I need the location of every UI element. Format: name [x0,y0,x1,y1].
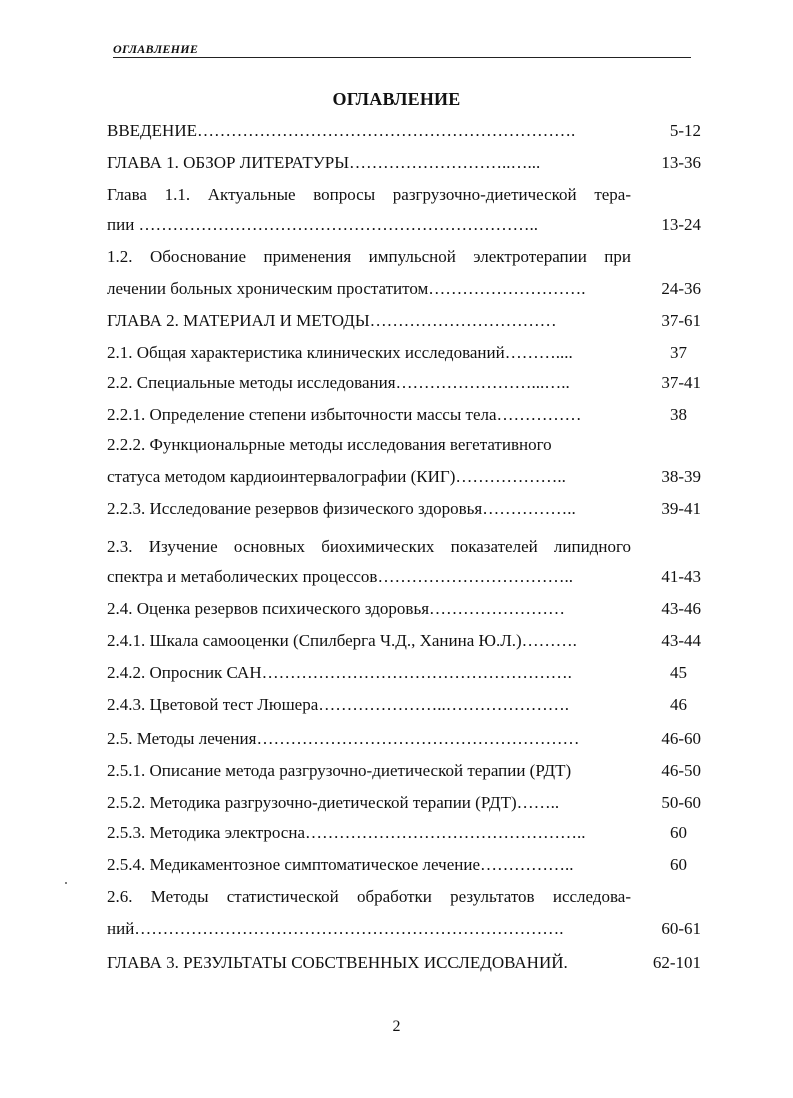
toc-entry-text: 2.4.1. Шкала самооценки (Спилберга Ч.Д., Ханина Ю.Л.)………. [107,631,577,650]
toc-entry-text: ГЛАВА 2. МАТЕРИАЛ И МЕТОДЫ…………………………… [107,311,557,330]
toc-entry-text: 2.1. Общая характеристика клинических исследований……….... [107,343,573,362]
toc-entry-text: 2.5. Методы лечения………………………………………………… [107,729,580,748]
toc-entry [107,464,701,490]
toc-entry-page: 60 [670,855,687,874]
toc-entry [107,370,701,396]
toc-entry-page: 41-43 [661,567,701,586]
toc-entry-page: 60-61 [661,919,701,938]
toc-entry [107,596,701,622]
page-title: ОГЛАВЛЕНИЕ [332,89,461,109]
toc-entry [107,660,701,686]
toc-entry-page: 50-60 [661,793,701,812]
toc-entry [107,692,701,718]
toc-entry-text: лечении больных хроническим простатитом………………………. [107,279,586,298]
toc-entry [107,212,701,238]
toc-entry [107,496,701,522]
toc-entry-text: пии …………………………………………………………….. [107,215,539,234]
toc-entry [107,916,701,942]
toc-entry-text: 2.4. Оценка резервов психического здоровья…………………… [107,599,566,618]
toc-entry-text: 2.5.3. Методика электросна………………………………………….. [107,823,586,842]
toc-entry-page: 46-50 [661,761,701,780]
toc-entry-page: 38-39 [661,467,701,486]
toc-entry-text: 2.4.3. Цветовой тест Люшера…………………..…………………. [107,695,569,714]
toc-entry [107,628,701,654]
toc-entry [107,340,701,366]
toc-entry-text: статуса методом кардиоинтервалографии (КИГ)……………….. [107,467,566,486]
toc-entry-page: 45 [670,663,687,682]
toc-entry-page: 24-36 [661,279,701,298]
page-number: 2 [392,1018,401,1035]
scan-speck [65,882,67,884]
toc-entry [107,276,701,302]
toc-entry-text: ГЛАВА 3. РЕЗУЛЬТАТЫ СОБСТВЕННЫХ ИССЛЕДОВАНИЙ. [107,953,568,972]
toc-entry [107,820,701,846]
running-head: ОГЛАВЛЕНИЕ [113,42,199,56]
toc-entry [107,534,631,560]
toc-entry-text: 2.6. Методы статистической обработки результатов исследова- [107,887,631,906]
toc-entry [107,118,701,144]
toc-entry-text: Глава 1.1. Актуальные вопросы разгрузочно-диетической тера- [107,185,631,204]
toc-entry-page: 5-12 [669,121,701,140]
toc-entry [107,308,701,334]
toc-entry-text: 2.5.4. Медикаментозное симптоматическое лечение…………….. [107,855,574,874]
toc-entry [107,790,701,816]
toc-entry-text: 2.2.1. Определение степени избыточности массы тела…………… [107,405,582,424]
toc-entry [107,182,631,208]
toc-entry-page: 39-41 [661,499,701,518]
toc-entry-page: 46 [670,695,687,714]
toc-entry [107,244,631,270]
toc-entry [107,852,701,878]
toc-entry-text: 2.4.2. Опросник САН………………………………………………. [107,663,572,682]
toc-entry-page: 37-61 [661,311,701,330]
toc-entry-page: 37-41 [661,373,701,392]
toc-entry-text: 2.2.3. Исследование резервов физического здоровья…………….. [107,499,576,518]
toc-entry-page: 60 [670,823,687,842]
toc-entry [107,758,701,784]
toc-entry-page: 38 [670,405,687,424]
toc-entry [107,564,701,590]
toc-entry-page: 46-60 [661,729,701,748]
toc-entry-page: 62-101 [652,953,701,972]
toc-entry-text: 2.5.1. Описание метода разгрузочно-диетической терапии (РДТ) [107,761,572,780]
toc-entry [107,950,701,976]
toc-entry-page: 13-36 [661,153,701,172]
toc-entry [107,150,701,176]
toc-entry-text: 1.2. Обоснование применения импульсной электротерапии при [107,247,631,266]
toc-entry [107,884,631,910]
toc-entry-text: ний…………………………………………………………………. [107,919,564,938]
toc-entry-text: спектра и метаболических процессов…………………………….. [107,567,573,586]
toc-entry-text: 2.5.2. Методика разгрузочно-диетической терапии (РДТ)…….. [107,793,560,812]
toc-entry-page: 43-46 [661,599,701,618]
toc-entry-text: 2.2. Специальные методы исследования……………………...….. [107,373,570,392]
toc-entry [107,432,701,458]
toc-entry-page: 13-24 [661,215,701,234]
toc-entry [107,726,701,752]
toc-entry-page: 37 [670,343,687,362]
toc-entry-text: 2.3. Изучение основных биохимических показателей липидного [107,537,631,556]
toc-entry-page: 43-44 [661,631,701,650]
toc-entry-text: ВВЕДЕНИЕ…………………………………………………………. [107,121,576,140]
toc-entry-text: 2.2.2. Функциональрные методы исследования вегетативного [107,435,552,454]
toc-entry [107,402,701,428]
toc-entry-text: ГЛАВА 1. ОБЗОР ЛИТЕРАТУРЫ………………………..…... [107,153,541,172]
